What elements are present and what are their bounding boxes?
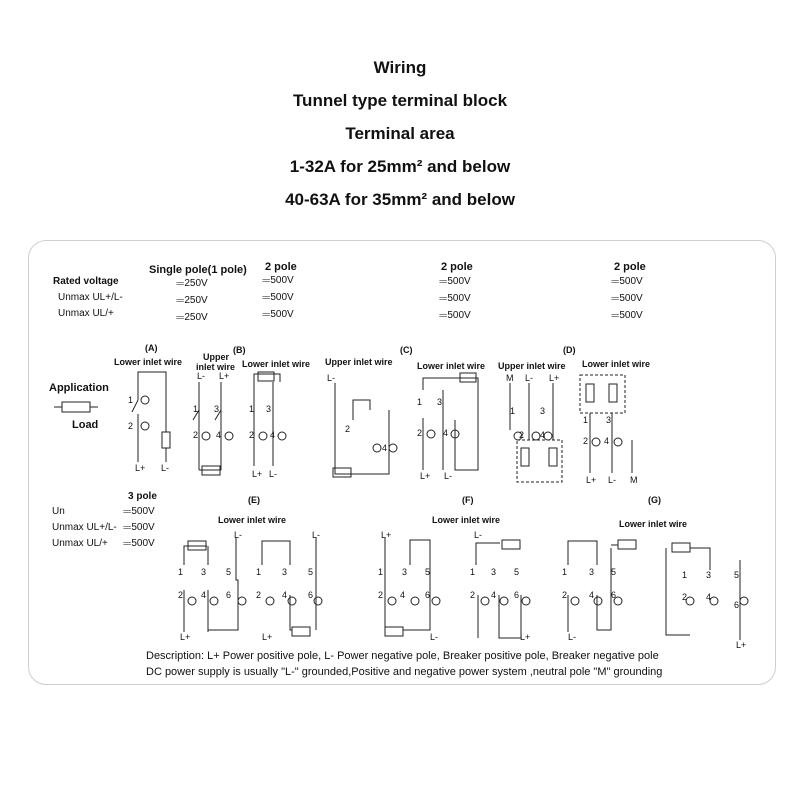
v250-2: 250V xyxy=(184,295,208,306)
two-pole-heading-1: 2 pole xyxy=(265,261,297,273)
lminus-c2: L- xyxy=(444,471,453,481)
svg-text:3: 3 xyxy=(201,567,207,577)
svg-text:1: 1 xyxy=(510,406,516,416)
lminus-e2: L- xyxy=(312,530,321,540)
svg-text:5: 5 xyxy=(425,567,431,577)
lower-inlet-d: Lower inlet wire xyxy=(582,359,651,369)
v500-b1: 500V xyxy=(447,276,471,287)
svg-text:5: 5 xyxy=(611,567,617,577)
diagram-b-label: (B) xyxy=(233,345,246,355)
lplus-e: L+ xyxy=(180,632,191,642)
svg-text:6: 6 xyxy=(226,590,232,600)
lower-inlet-e: Lower inlet wire xyxy=(218,515,287,525)
lplus-d: L+ xyxy=(549,373,560,383)
svg-text:2: 2 xyxy=(417,428,423,438)
diagram-a-label: (A) xyxy=(145,343,158,353)
svg-text:1: 1 xyxy=(249,404,255,414)
svg-text:4: 4 xyxy=(382,443,388,453)
diagram-e-label: (E) xyxy=(248,495,260,505)
svg-text:3: 3 xyxy=(706,570,712,580)
v250-1: 250V xyxy=(184,278,208,289)
v500-c1: 500V xyxy=(619,276,643,287)
diagram-c-label: (C) xyxy=(400,345,413,355)
svg-text:4: 4 xyxy=(706,592,712,602)
svg-text:1: 1 xyxy=(470,567,476,577)
svg-text:2: 2 xyxy=(682,592,688,602)
spec-40-63a: 40-63A for 35mm² and below xyxy=(285,190,515,209)
title-wiring: Wiring xyxy=(373,58,427,77)
lminus-e: L- xyxy=(234,530,243,540)
v500-c2: 500V xyxy=(619,293,643,304)
diagram-d-label: (D) xyxy=(563,345,576,355)
svg-text:4: 4 xyxy=(589,590,595,600)
unmax-label-2: Unmax UL/+ xyxy=(58,308,114,319)
svg-text:3: 3 xyxy=(437,397,443,407)
svg-text:2: 2 xyxy=(128,421,134,431)
svg-text:1: 1 xyxy=(256,567,262,577)
svg-text:2: 2 xyxy=(519,430,525,440)
lower-inlet-f: Lower inlet wire xyxy=(432,515,501,525)
v500-a3: 500V xyxy=(270,309,294,320)
lminus-f: L- xyxy=(430,632,439,642)
svg-text:3: 3 xyxy=(282,567,288,577)
v500-a2: 500V xyxy=(270,292,294,303)
v500-b3: 500V xyxy=(447,310,471,321)
svg-text:6: 6 xyxy=(425,590,431,600)
un-label: Un xyxy=(52,506,65,517)
lplus-c: L+ xyxy=(420,471,431,481)
svg-text:4: 4 xyxy=(400,590,406,600)
lplus-f: L+ xyxy=(381,530,392,540)
lminus-g: L- xyxy=(568,632,577,642)
svg-text:1: 1 xyxy=(682,570,688,580)
diagram-f-label: (F) xyxy=(462,495,474,505)
svg-text:3: 3 xyxy=(540,406,546,416)
lminus-a: L- xyxy=(161,463,170,473)
svg-text:3: 3 xyxy=(491,567,497,577)
lminus-b2: L- xyxy=(269,469,278,479)
svg-text:1: 1 xyxy=(178,567,184,577)
svg-text:1: 1 xyxy=(378,567,384,577)
lplus-f2: L+ xyxy=(520,632,531,642)
svg-text:4: 4 xyxy=(604,436,610,446)
svg-text:3: 3 xyxy=(589,567,595,577)
svg-text:3: 3 xyxy=(402,567,408,577)
upper-inlet-b-2: inlet wire xyxy=(196,362,236,372)
lower-inlet-g: Lower inlet wire xyxy=(619,519,688,529)
m-d: M xyxy=(506,373,514,383)
svg-text:6: 6 xyxy=(308,590,314,600)
svg-text:2: 2 xyxy=(193,430,199,440)
description-line-2: DC power supply is usually "L-" grounded,Positive and negative power system ,neutral pole "M" grounding xyxy=(146,666,663,678)
upper-inlet-c: Upper inlet wire xyxy=(325,357,393,367)
lplus-b2: L+ xyxy=(252,469,263,479)
v500-c3: 500V xyxy=(619,310,643,321)
svg-text:6: 6 xyxy=(514,590,520,600)
spec-1-32a: 1-32A for 25mm² and below xyxy=(289,157,511,176)
lplus-a: L+ xyxy=(135,463,146,473)
v500-3p-3: 500V xyxy=(131,538,155,549)
lower-inlet-b: Lower inlet wire xyxy=(242,359,311,369)
two-pole-heading-3: 2 pole xyxy=(614,261,646,273)
svg-text:2: 2 xyxy=(256,590,262,600)
svg-text:2: 2 xyxy=(562,590,568,600)
svg-text:5: 5 xyxy=(514,567,520,577)
svg-text:2: 2 xyxy=(345,424,351,434)
v500-b2: 500V xyxy=(447,293,471,304)
svg-text:6: 6 xyxy=(611,590,617,600)
single-pole-heading: Single pole(1 pole) xyxy=(149,264,247,276)
svg-text:5: 5 xyxy=(734,570,740,580)
svg-text:2: 2 xyxy=(178,590,184,600)
title-terminal-area: Terminal area xyxy=(345,124,455,143)
svg-text:5: 5 xyxy=(226,567,232,577)
lminus-d: L- xyxy=(525,373,534,383)
load-label: Load xyxy=(72,419,99,431)
v500-3p-2: 500V xyxy=(131,522,155,533)
svg-text:4: 4 xyxy=(443,428,449,438)
svg-text:3: 3 xyxy=(214,404,220,414)
v500-a1: 500V xyxy=(270,275,294,286)
lminus-f2: L- xyxy=(474,530,483,540)
lplus-e2: L+ xyxy=(262,632,273,642)
lminus-d2: L- xyxy=(608,475,617,485)
lower-inlet-c: Lower inlet wire xyxy=(417,361,486,371)
svg-text:1: 1 xyxy=(583,415,589,425)
svg-text:3: 3 xyxy=(606,415,612,425)
three-pole-heading: 3 pole xyxy=(128,491,157,502)
lplus-b: L+ xyxy=(219,371,230,381)
two-pole-heading-2: 2 pole xyxy=(441,261,473,273)
svg-text:4: 4 xyxy=(201,590,207,600)
v500-3p-1: 500V xyxy=(131,506,155,517)
svg-text:4: 4 xyxy=(270,430,276,440)
load-symbol xyxy=(62,402,90,412)
svg-text:4: 4 xyxy=(282,590,288,600)
svg-text:1: 1 xyxy=(128,395,134,405)
unmax-3p-label-2: Unmax UL/+ xyxy=(52,538,108,549)
svg-text:3: 3 xyxy=(266,404,272,414)
svg-text:4: 4 xyxy=(491,590,497,600)
upper-inlet-b-1: Upper xyxy=(203,352,230,362)
application-label: Application xyxy=(49,382,109,394)
v250-3: 250V xyxy=(184,312,208,323)
unmax-3p-label-1: Unmax UL+/L- xyxy=(52,522,117,533)
m-d2: M xyxy=(630,475,638,485)
svg-text:4: 4 xyxy=(540,430,546,440)
lminus-b: L- xyxy=(197,371,206,381)
rated-voltage-label: Rated voltage xyxy=(53,276,119,287)
description-line-1: Description: L+ Power positive pole, L- Power negative pole, Breaker positive pole, Breaker negative pole xyxy=(146,650,659,662)
title-terminal-block: Tunnel type terminal block xyxy=(292,91,508,110)
svg-text:2: 2 xyxy=(378,590,384,600)
lminus-c: L- xyxy=(327,373,336,383)
lplus-g: L+ xyxy=(736,640,747,650)
upper-inlet-d: Upper inlet wire xyxy=(498,361,566,371)
svg-text:1: 1 xyxy=(417,397,423,407)
lplus-d2: L+ xyxy=(586,475,597,485)
lower-inlet-a: Lower inlet wire xyxy=(114,357,183,367)
svg-text:5: 5 xyxy=(308,567,314,577)
svg-text:1: 1 xyxy=(562,567,568,577)
unmax-label-1: Unmax UL+/L- xyxy=(58,292,123,303)
svg-text:2: 2 xyxy=(470,590,476,600)
diagram-g-label: (G) xyxy=(648,495,661,505)
svg-text:1: 1 xyxy=(193,404,199,414)
svg-text:2: 2 xyxy=(249,430,255,440)
svg-text:4: 4 xyxy=(216,430,222,440)
svg-text:6: 6 xyxy=(734,600,740,610)
svg-text:2: 2 xyxy=(583,436,589,446)
